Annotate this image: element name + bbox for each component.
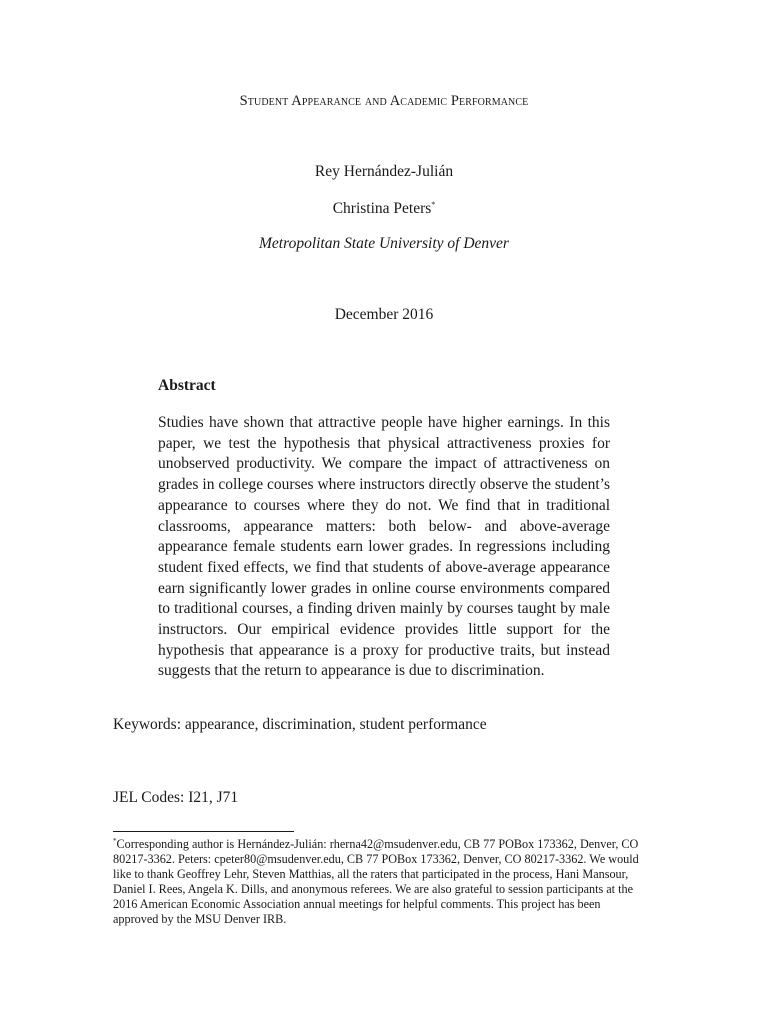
author-name: Christina Peters	[332, 200, 432, 217]
footnote-text: Corresponding author is Hernández-Julián: rherna42@msudenver.edu, CB 77 POBox 173362, Denver, CO 80217-3362. Peters: cpeter80@msudenver.edu, CB 77 POBox 173362, Denver, CO 80217-3362. We would like to thank Geoffrey Lehr, Steven Matthias, all the raters that participated in the process, Hani Mansour, Daniel I. Rees, Angela K. Dills, and anonymous referees. We are also grateful to session participants at the 2016 American Economic Association annual meetings for helpful comments. This project has been approved by the MSU Denver IRB.	[113, 837, 639, 926]
author-name: Rey Hernández-Julián	[314, 163, 454, 180]
author-name-with-mark	[0, 200, 768, 218]
abstract-text: Studies have shown that attractive people have higher earnings. In this paper, we test the hypothesis that physical attractiveness proxies for unobserved productivity. We compare the impact of attractiveness on grades in college courses where instructors directly observe the student’s appearance to courses where they do not. We find that in traditional classrooms, appearance matters: both below- and above-average appearance female students earn lower grades. In regressions including student fixed effects, we find that students of above-average appearance earn significantly lower grades in online course environments compared to traditional courses, a finding driven mainly by courses taught by male instructors. Our empirical evidence provides little support for the hypothesis that appearance is a proxy for productive traits, but instead suggests that the return to appearance is due to discrimination.	[158, 414, 610, 680]
footnote-divider	[113, 831, 294, 832]
author-affiliation: Metropolitan State University of Denver	[259, 235, 509, 252]
paper-title: Student Appearance and Academic Performance	[239, 93, 529, 109]
footnote-marker: *	[113, 836, 117, 845]
keywords-line: Keywords: appearance, discrimination, student performance	[113, 716, 487, 733]
footnote	[113, 837, 641, 927]
abstract-heading: Abstract	[158, 377, 216, 394]
footnote-marker: *	[431, 199, 436, 209]
jel-codes-line: JEL Codes: I21, J71	[113, 789, 239, 806]
paper-date: December 2016	[334, 306, 434, 323]
